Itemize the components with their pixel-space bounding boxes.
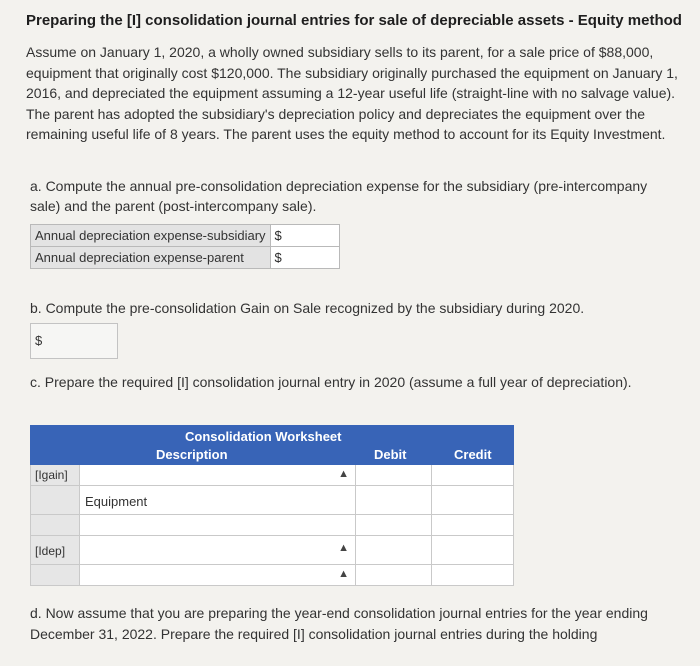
- depreciation-row-subsidiary: [31, 225, 340, 247]
- select-arrows-icon: ▲: [338, 542, 349, 554]
- part-b-question: b. Compute the pre-consolidation Gain on Sale recognized by the subsidiary during 2020.: [30, 300, 585, 316]
- entry-label-cell: [30, 465, 80, 485]
- entry-label-cell: [30, 486, 80, 514]
- part-a-question: a. Compute the annual pre-consolidation depreciation expense for the subsidiary (pre-intercompany sale) and the parent (post-intercompany sale).: [30, 178, 648, 214]
- credit-input[interactable]: [432, 565, 514, 585]
- debit-input[interactable]: [356, 486, 432, 514]
- part-d-question: d. Now assume that you are preparing the year-end consolidation journal entries for the year ending December 31, 2022. Prepare the required [I] consolidation journal entries during the holding: [30, 605, 648, 642]
- worksheet-row: [30, 536, 514, 565]
- debit-column-header: Debit: [374, 447, 407, 462]
- currency-symbol: $: [274, 250, 282, 265]
- depreciation-label: Annual depreciation expense-subsidiary: [31, 225, 271, 247]
- debit-input[interactable]: [356, 536, 432, 564]
- problem-intro: Assume on January 1, 2020, a wholly owned subsidiary sells to its parent, for a sale price of $88,000, equipment that originally cost $120,000. The subsidiary originally purchased the equipment on January 1, 2016, and depreciated the equipment assuming a 12-year useful life (straight-line with no salvage value). The parent has adopted the subsidiary's depreciation policy and depreciates the equipment over the remaining useful life of 8 years. The parent uses the equity method to account for its Equity Investment.: [26, 44, 678, 143]
- depreciation-table: [30, 224, 340, 269]
- depreciation-subsidiary-input[interactable]: [270, 225, 339, 247]
- credit-input[interactable]: [432, 536, 514, 564]
- depreciation-parent-input[interactable]: [270, 247, 339, 269]
- account-select[interactable]: [79, 515, 356, 535]
- account-select[interactable]: [79, 565, 356, 585]
- debit-input[interactable]: [356, 515, 432, 535]
- worksheet-row: [30, 486, 514, 515]
- credit-column-header: Credit: [454, 447, 492, 462]
- entry-label: [Igain]: [35, 468, 68, 482]
- debit-input[interactable]: [356, 565, 432, 585]
- account-select[interactable]: [79, 465, 356, 485]
- worksheet-header: [30, 425, 514, 465]
- select-arrows-icon: ▲: [338, 468, 349, 480]
- currency-symbol: $: [35, 333, 43, 348]
- credit-input[interactable]: [432, 465, 514, 485]
- problem-title: Preparing the [I] consolidation journal entries for sale of depreciable assets - Equity method: [26, 12, 682, 29]
- gain-on-sale-input[interactable]: [30, 323, 118, 359]
- depreciation-label: Annual depreciation expense-parent: [31, 247, 271, 269]
- credit-input[interactable]: [432, 515, 514, 535]
- worksheet-grid: [30, 465, 514, 586]
- worksheet-row: [30, 465, 514, 486]
- entry-label-cell: [30, 536, 80, 564]
- part-c-question: c. Prepare the required [I] consolidation journal entry in 2020 (assume a full year of depreciation).: [30, 374, 632, 390]
- account-select[interactable]: [79, 486, 356, 514]
- debit-input[interactable]: [356, 465, 432, 485]
- select-arrows-icon: ▲: [338, 568, 349, 580]
- entry-label: [Idep]: [35, 544, 66, 558]
- currency-symbol: $: [274, 228, 282, 243]
- account-select[interactable]: [79, 536, 356, 564]
- account-value: Equipment: [85, 494, 148, 509]
- description-column-header: Description: [156, 447, 228, 462]
- worksheet-row: [30, 515, 514, 536]
- depreciation-row-parent: [31, 247, 340, 269]
- entry-label-cell: [30, 515, 80, 535]
- worksheet-row: [30, 565, 514, 586]
- worksheet-title: Consolidation Worksheet: [185, 429, 342, 444]
- credit-input[interactable]: [432, 486, 514, 514]
- entry-label-cell: [30, 565, 80, 585]
